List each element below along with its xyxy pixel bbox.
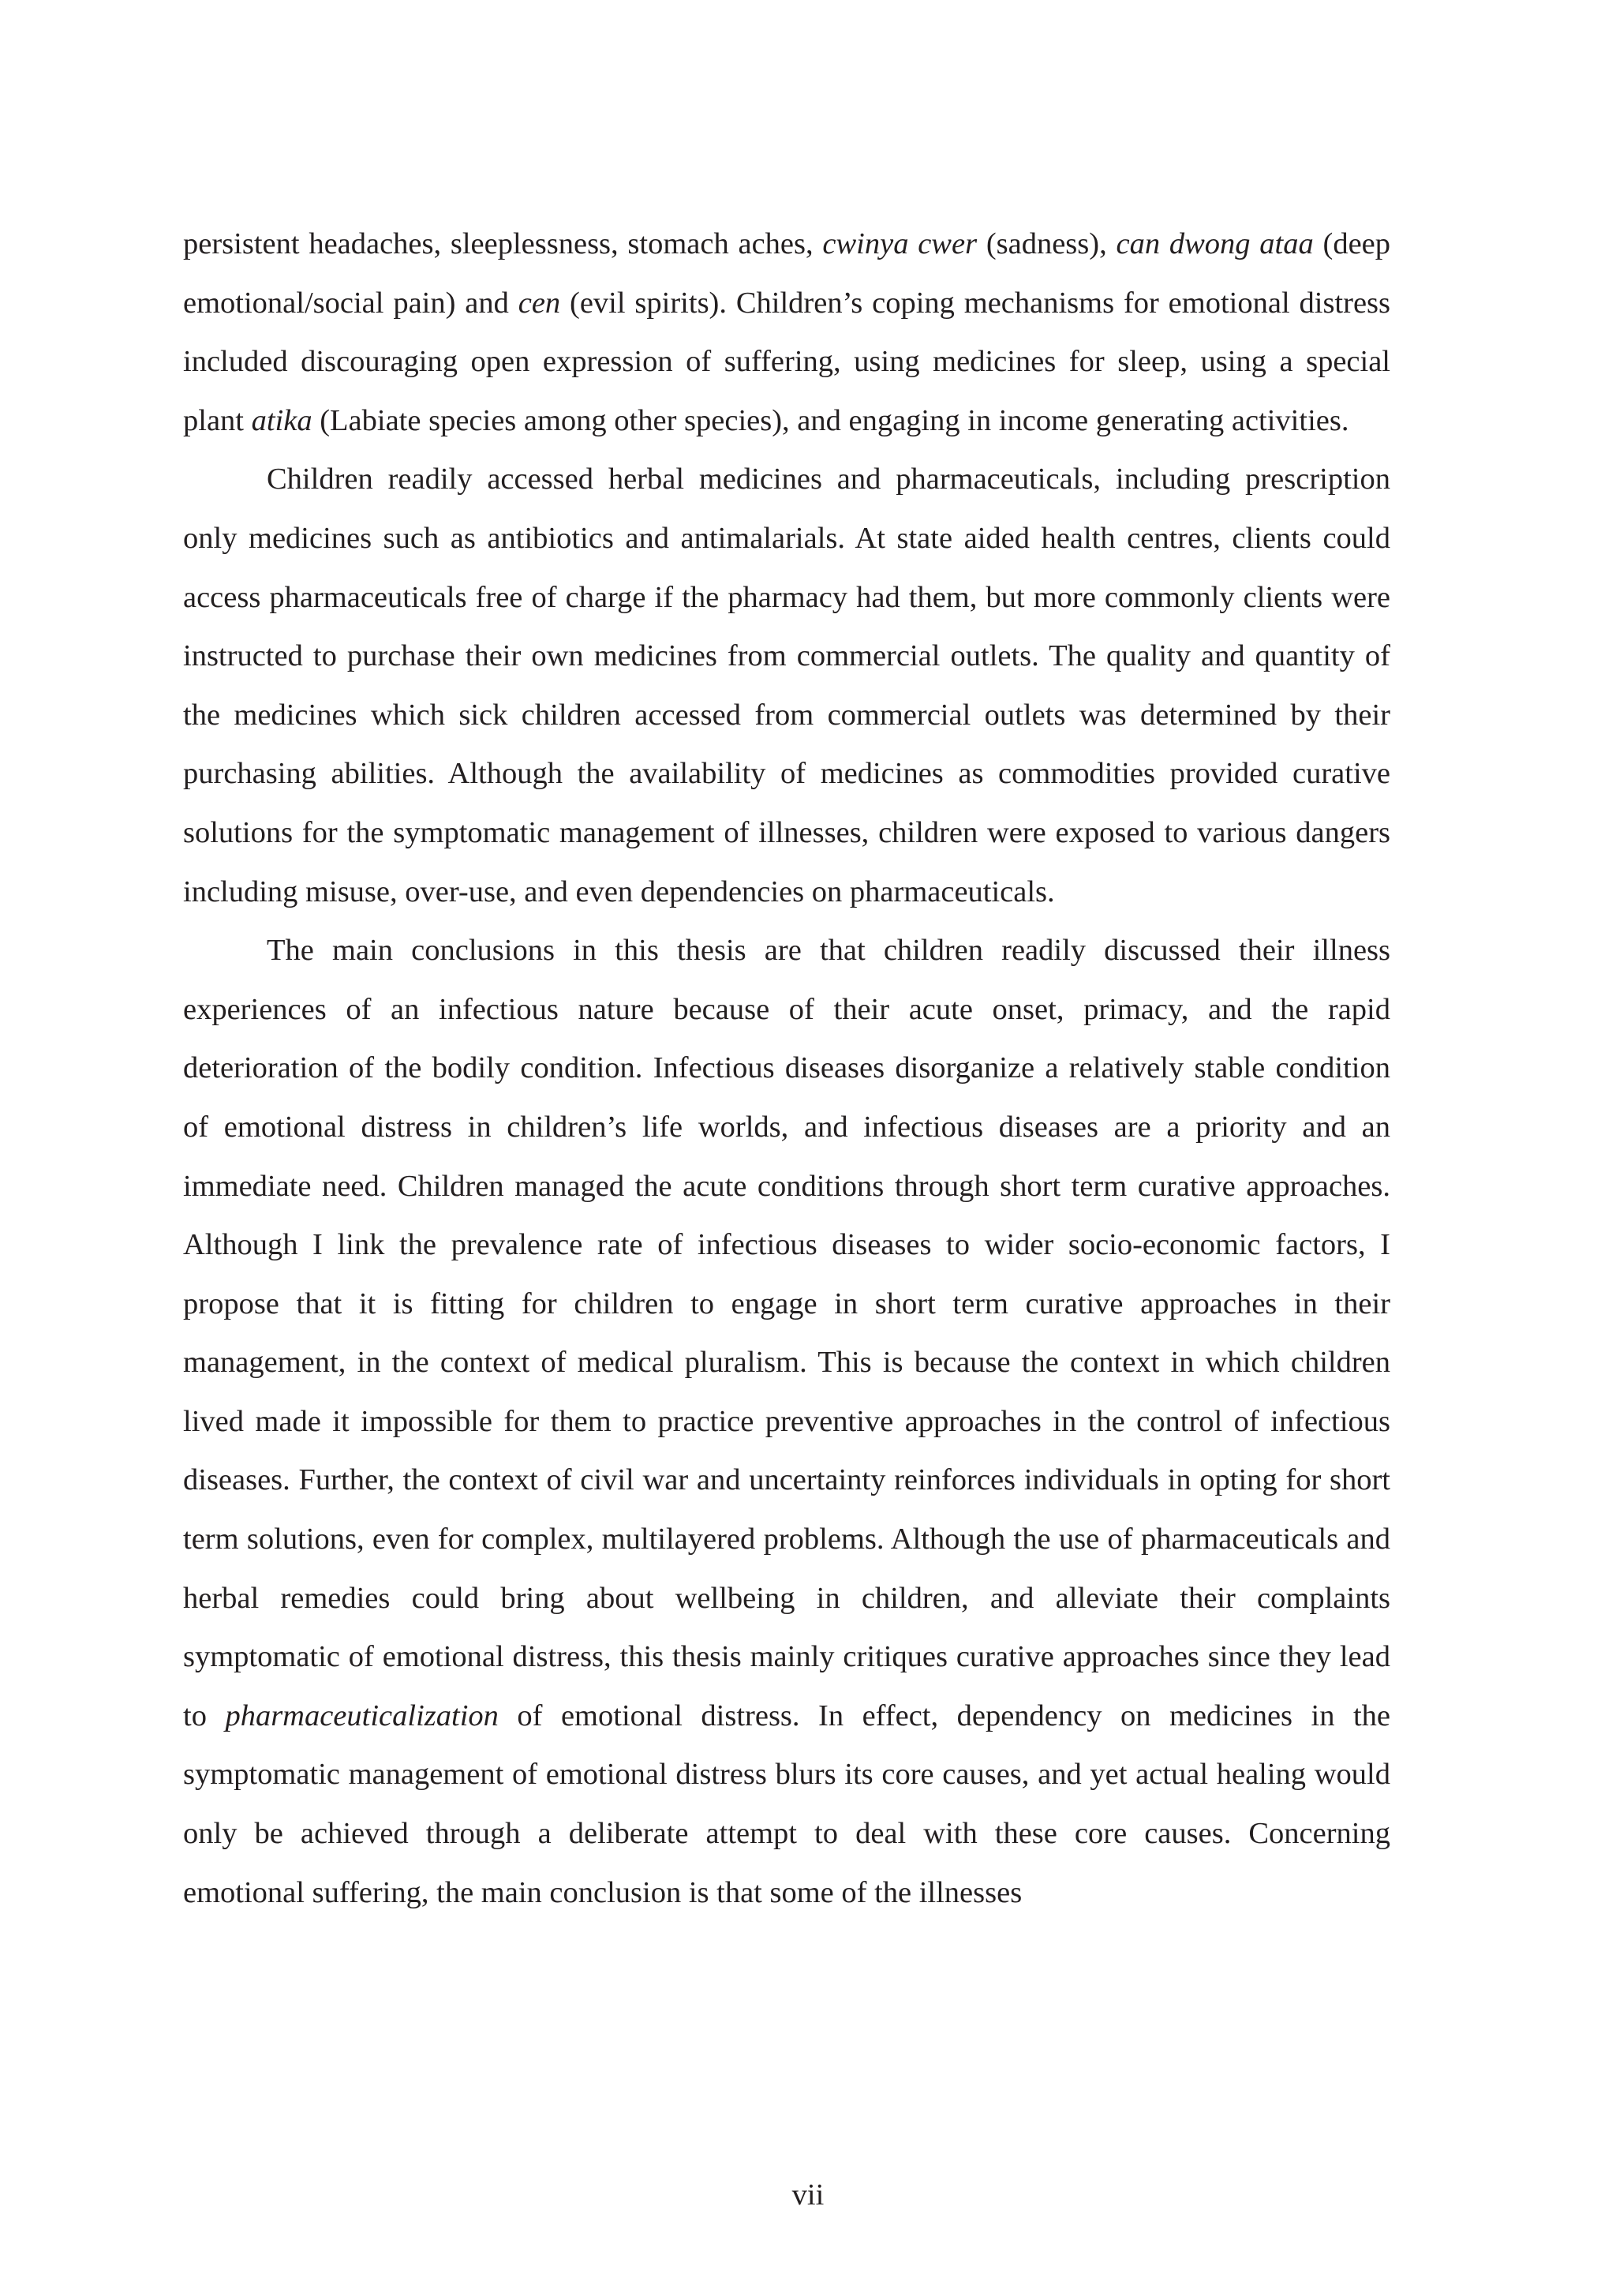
text-run: of emotional distress. In effect, dependency on medicines in the symptomatic management of emotional distress blurs its core causes, and yet actual healing would only be achieved through a deliberate attempt to deal with these core causes. Concerning emotional suffering, the main conclusion is that some of the illnesses [183, 1699, 1390, 1909]
italic-term: pharmaceuticalization [225, 1699, 499, 1732]
text-run: persistent headaches, sleeplessness, stomach aches, [183, 227, 823, 260]
italic-term: cen [518, 286, 561, 320]
italic-term: atika [251, 403, 312, 437]
page-number: vii [791, 2178, 825, 2212]
italic-term: can dwong ataa [1116, 227, 1314, 260]
text-run: (Labiate species among other species), and engaging in income generating activities. [312, 403, 1349, 437]
paragraph-2 [183, 450, 1390, 921]
body-text [183, 215, 1390, 1922]
text-run: Children readily accessed herbal medicines and pharmaceuticals, including prescription only medicines such as antibiotics and antimalarials. At state aided health centres, clients could access pharmaceuticals free of charge if the pharmacy had them, but more commonly clients were instructed to purchase their own medicines from commercial outlets. The quality and quantity of the medicines which sick children accessed from commercial outlets was determined by their purchasing abilities. Although the availability of medicines as commodities provided curative solutions for the symptomatic management of illnesses, children were exposed to various dangers including misuse, over-use, and even dependencies on pharmaceuticals. [183, 463, 1390, 908]
text-run: (sadness), [977, 227, 1117, 260]
text-run: (evil spirits). Children’s coping mechanisms for emotional distress included discouraging open expression of suffering, using medicines for sleep, using a special plant [183, 286, 1391, 437]
text-run: (deep emotional/social pain) and [183, 227, 1390, 320]
text-run: The main conclusions in this thesis are that children readily discussed their illness experiences of an infectious nature because of their acute onset, primacy, and the rapid deterioration of the bodily condition. Infectious diseases disorganize a relatively stable condition of emotional distress in children’s life worlds, and infectious diseases are a priority and an immediate need. Children managed the acute conditions through short term curative approaches. Although I link the prevalence rate of infectious diseases to wider socio-economic factors, I propose that it is fitting for children to engage in short term curative approaches in their management, in the context of medical pluralism. This is because the context in which children lived made it impossible for them to practice preventive approaches in the control of infectious diseases. Further, the context of civil war and uncertainty reinforces individuals in opting for short term solutions, even for complex, multilayered problems. Although the use of pharmaceuticals and herbal remedies could bring about wellbeing in children, and alleviate their complaints symptomatic of emotional distress, this thesis mainly critiques curative approaches since they lead to [183, 934, 1390, 1732]
paragraph-1 [183, 215, 1390, 450]
italic-term: cwinya cwer [822, 227, 978, 260]
paragraph-3 [183, 921, 1390, 1922]
